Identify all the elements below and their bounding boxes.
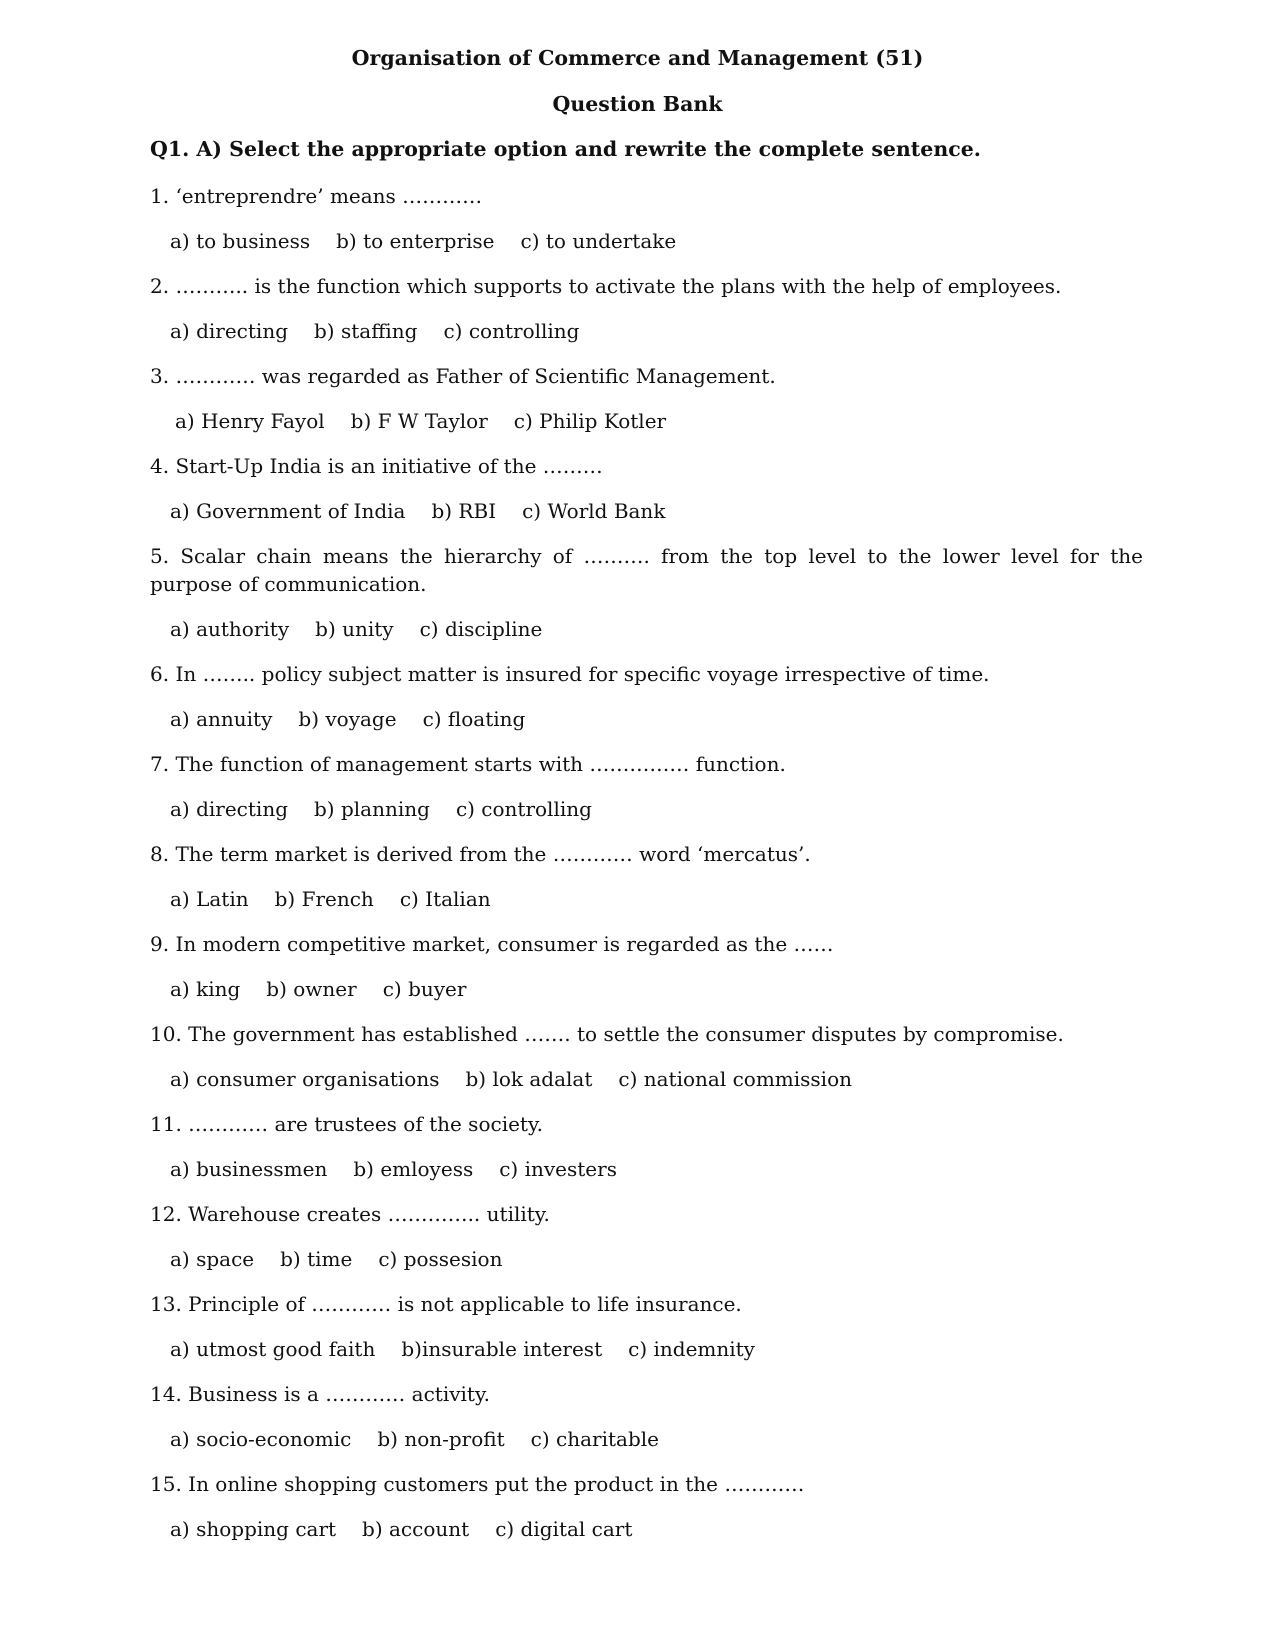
option-a: a) Henry Fayol <box>175 409 325 433</box>
option-c: c) investers <box>499 1157 617 1181</box>
option-b: b) French <box>274 887 374 911</box>
question-text: 3. ………… was regarded as Father of Scientific Management. <box>150 364 776 388</box>
option-a: a) directing <box>170 797 288 821</box>
question-text: 7. The function of management starts with …………… function. <box>150 752 786 776</box>
option-b: b) voyage <box>298 707 397 731</box>
question-text: 4. Start-Up India is an initiative of the ……… <box>150 454 603 478</box>
question-item <box>150 660 1143 733</box>
question-text: 2. ……….. is the function which supports to activate the plans with the help of employees. <box>150 274 1062 298</box>
option-c: c) discipline <box>419 617 543 641</box>
question-options <box>170 975 1143 1003</box>
question-options <box>170 885 1143 913</box>
option-b: b) RBI <box>431 499 497 523</box>
question-list <box>150 182 1143 1560</box>
question-item <box>150 542 1143 643</box>
question-text: 11. ………… are trustees of the society. <box>150 1112 543 1136</box>
question-item <box>150 930 1143 1003</box>
question-text: 13. Principle of ………… is not applicable to life insurance. <box>150 1292 742 1316</box>
option-c: c) digital cart <box>495 1517 633 1541</box>
option-b: b) time <box>280 1247 353 1271</box>
question-text: 14. Business is a ………… activity. <box>150 1382 490 1406</box>
option-a: a) utmost good faith <box>170 1337 376 1361</box>
option-b: b)insurable interest <box>401 1337 603 1361</box>
option-a: a) directing <box>170 319 288 343</box>
question-text: 6. In …….. policy subject matter is insured for specific voyage irrespective of time. <box>150 662 990 686</box>
question-options <box>170 1515 1143 1543</box>
question-text: 15. In online shopping customers put the product in the ………… <box>150 1472 805 1496</box>
question-text: 8. The term market is derived from the ………… word ‘mercatus’. <box>150 842 811 866</box>
question-options <box>170 1245 1143 1273</box>
option-a: a) socio-economic <box>170 1427 352 1451</box>
document-subtitle: Question Bank <box>552 92 723 116</box>
option-b: b) non-profit <box>377 1427 505 1451</box>
option-a: a) king <box>170 977 241 1001</box>
option-b: b) unity <box>315 617 394 641</box>
option-a: a) to business <box>170 229 311 253</box>
option-c: c) controlling <box>443 319 580 343</box>
question-item <box>150 840 1143 913</box>
question-text: 1. ‘entreprendre’ means ………… <box>150 184 483 208</box>
option-c: c) possesion <box>378 1247 503 1271</box>
option-b: b) planning <box>314 797 430 821</box>
option-a: a) consumer organisations <box>170 1067 440 1091</box>
document-title: Organisation of Commerce and Management (51) <box>351 46 924 70</box>
question-item <box>150 182 1143 255</box>
question-options <box>170 227 1143 255</box>
option-c: c) buyer <box>382 977 467 1001</box>
question-options <box>170 705 1143 733</box>
option-b: b) lok adalat <box>465 1067 593 1091</box>
option-a: a) authority <box>170 617 290 641</box>
option-c: c) national commission <box>618 1067 852 1091</box>
question-item <box>150 272 1143 345</box>
option-a: a) shopping cart <box>170 1517 337 1541</box>
question-options <box>170 615 1143 643</box>
option-c: c) Philip Kotler <box>513 409 667 433</box>
question-item <box>150 750 1143 823</box>
option-c: c) Italian <box>399 887 491 911</box>
option-c: c) floating <box>422 707 526 731</box>
option-b: b) owner <box>266 977 357 1001</box>
option-c: c) controlling <box>455 797 592 821</box>
question-options <box>170 795 1143 823</box>
option-b: b) account <box>362 1517 470 1541</box>
question-text: 5. Scalar chain means the hierarchy of ………. from the top level to the lower level for the purpose of communication. <box>150 544 1143 596</box>
option-a: a) space <box>170 1247 255 1271</box>
option-a: a) annuity <box>170 707 273 731</box>
question-item <box>150 1200 1143 1273</box>
question-item <box>150 362 1143 435</box>
question-options <box>170 1335 1143 1363</box>
option-b: b) emloyess <box>353 1157 474 1181</box>
option-c: c) to undertake <box>520 229 677 253</box>
option-b: b) F W Taylor <box>350 409 488 433</box>
question-item <box>150 1020 1143 1093</box>
question-item <box>150 452 1143 525</box>
option-c: c) World Bank <box>522 499 666 523</box>
question-options <box>170 1155 1143 1183</box>
question-item <box>150 1470 1143 1543</box>
option-a: a) Latin <box>170 887 249 911</box>
question-options <box>175 407 1143 435</box>
question-item <box>150 1110 1143 1183</box>
option-b: b) staffing <box>314 319 418 343</box>
option-c: c) charitable <box>530 1427 659 1451</box>
section-heading: Q1. A) Select the appropriate option and rewrite the complete sentence. <box>150 137 981 161</box>
option-b: b) to enterprise <box>336 229 495 253</box>
option-a: a) businessmen <box>170 1157 328 1181</box>
question-options <box>170 1425 1143 1453</box>
question-item <box>150 1380 1143 1453</box>
question-options <box>170 1065 1143 1093</box>
option-a: a) Government of India <box>170 499 406 523</box>
question-text: 10. The government has established ……. to settle the consumer disputes by compromise. <box>150 1022 1064 1046</box>
question-text: 12. Warehouse creates ………….. utility. <box>150 1202 550 1226</box>
question-options <box>170 497 1143 525</box>
question-options <box>170 317 1143 345</box>
option-c: c) indemnity <box>628 1337 755 1361</box>
question-text: 9. In modern competitive market, consumer is regarded as the …… <box>150 932 834 956</box>
question-item <box>150 1290 1143 1363</box>
